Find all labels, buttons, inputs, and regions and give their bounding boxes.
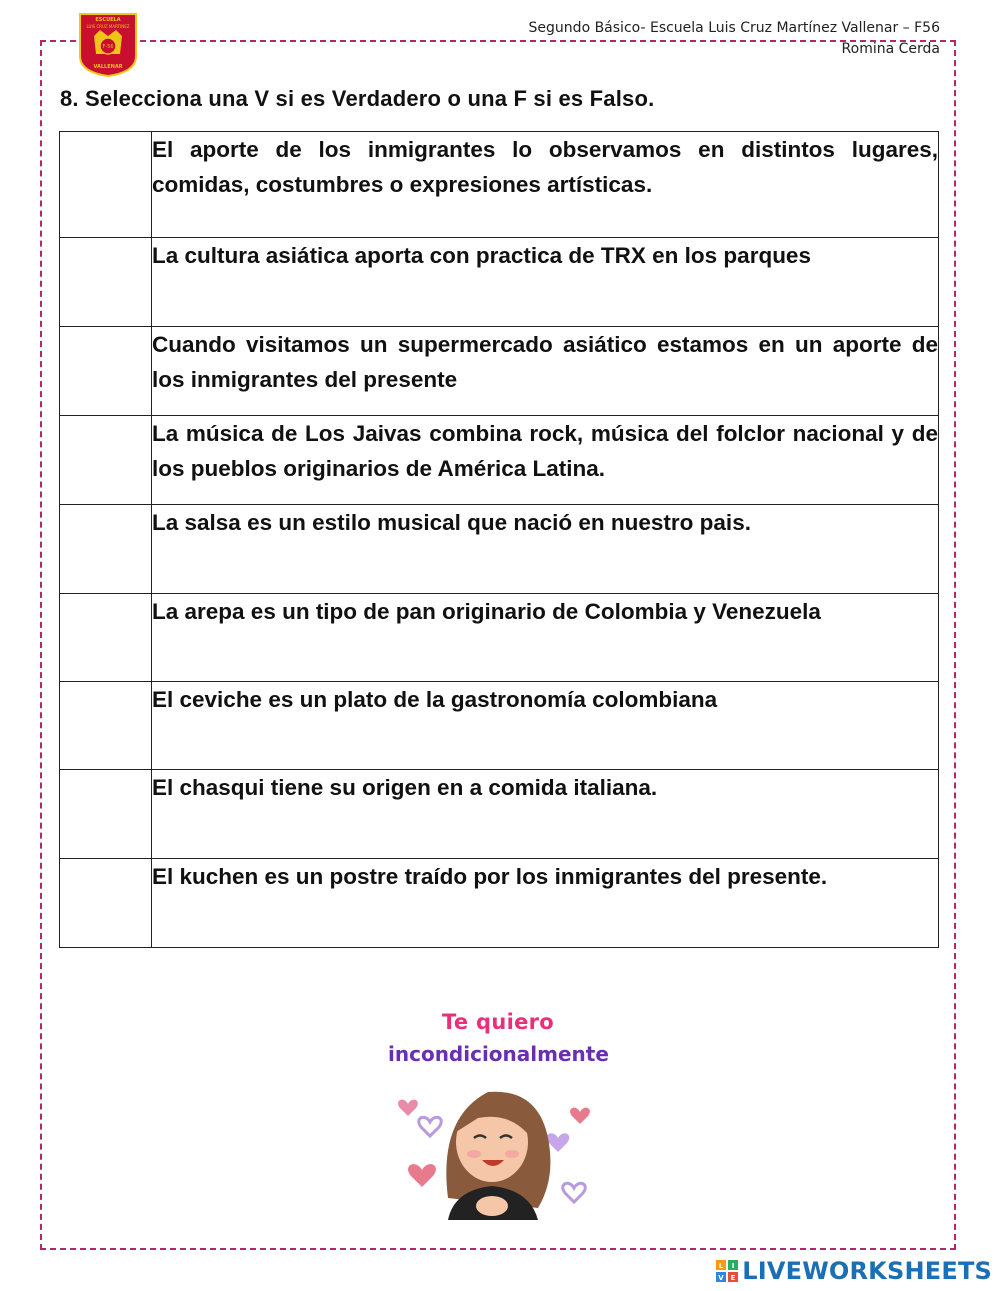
answer-input-cell[interactable]: [60, 416, 152, 505]
crest-top-text: ESCUELA: [95, 17, 121, 23]
answer-input-cell[interactable]: [60, 238, 152, 327]
true-false-table: [59, 131, 939, 948]
table-row: [60, 505, 939, 594]
statement-text: El aporte de los inmigrantes lo observamos en distintos lugares, comidas, costumbres o expresiones artísticas.: [152, 132, 939, 238]
statement-text: La salsa es un estilo musical que nació en nuestro pais.: [152, 505, 939, 594]
statement-text: La cultura asiática aporta con practica de TRX en los parques: [152, 238, 939, 327]
svg-text:L: L: [719, 1262, 724, 1270]
table-row: [60, 859, 939, 948]
liveworksheets-wordmark: LIVEWORKSHEETS: [742, 1257, 992, 1285]
sticker-text-line1: Te quiero: [442, 1010, 554, 1034]
answer-input-cell[interactable]: [60, 505, 152, 594]
liveworksheets-badge-icon: [716, 1260, 738, 1282]
answer-input-cell[interactable]: [60, 682, 152, 770]
svg-text:V: V: [718, 1274, 724, 1282]
question-title: 8. Selecciona una V si es Verdadero o una F si es Falso.: [60, 86, 655, 111]
answer-input-cell[interactable]: [60, 327, 152, 416]
table-row: [60, 238, 939, 327]
header-line-teacher: Romina Cerda: [841, 41, 940, 57]
table-row: [60, 770, 939, 859]
table-row: [60, 327, 939, 416]
statement-text: Cuando visitamos un supermercado asiático estamos en un aporte de los inmigrantes del presente: [152, 327, 939, 416]
answer-input-cell[interactable]: [60, 132, 152, 238]
statement-text: El chasqui tiene su origen en a comida italiana.: [152, 770, 939, 859]
statement-text: El ceviche es un plato de la gastronomía colombiana: [152, 682, 939, 770]
header-line-school: Segundo Básico- Escuela Luis Cruz Martínez Vallenar – F56: [528, 20, 940, 36]
answer-input-cell[interactable]: [60, 770, 152, 859]
table-row: [60, 682, 939, 770]
table-row: [60, 594, 939, 682]
page-header: [529, 18, 940, 60]
statement-text: La arepa es un tipo de pan originario de Colombia y Venezuela: [152, 594, 939, 682]
avatar-illustration: [388, 1078, 608, 1220]
liveworksheets-logo: [716, 1257, 992, 1285]
teacher-sticker: [388, 1010, 608, 1220]
sticker-text-line2: incondicionalmente: [388, 1042, 609, 1066]
school-crest-logo: [76, 10, 140, 78]
answer-input-cell[interactable]: [60, 594, 152, 682]
svg-text:I: I: [731, 1262, 735, 1270]
crest-arc-text: LUIS CRUZ MARTINEZ: [86, 24, 130, 29]
table-row: [60, 416, 939, 505]
crest-center-text: F-56: [102, 44, 114, 50]
table-row: [60, 132, 939, 238]
crest-bottom-text: VALLENAR: [93, 64, 123, 70]
answer-input-cell[interactable]: [60, 859, 152, 948]
svg-text:E: E: [730, 1274, 736, 1282]
statement-text: La música de Los Jaivas combina rock, música del folclor nacional y de los pueblos originarios de América Latina.: [152, 416, 939, 505]
statement-text: El kuchen es un postre traído por los inmigrantes del presente.: [152, 859, 939, 948]
